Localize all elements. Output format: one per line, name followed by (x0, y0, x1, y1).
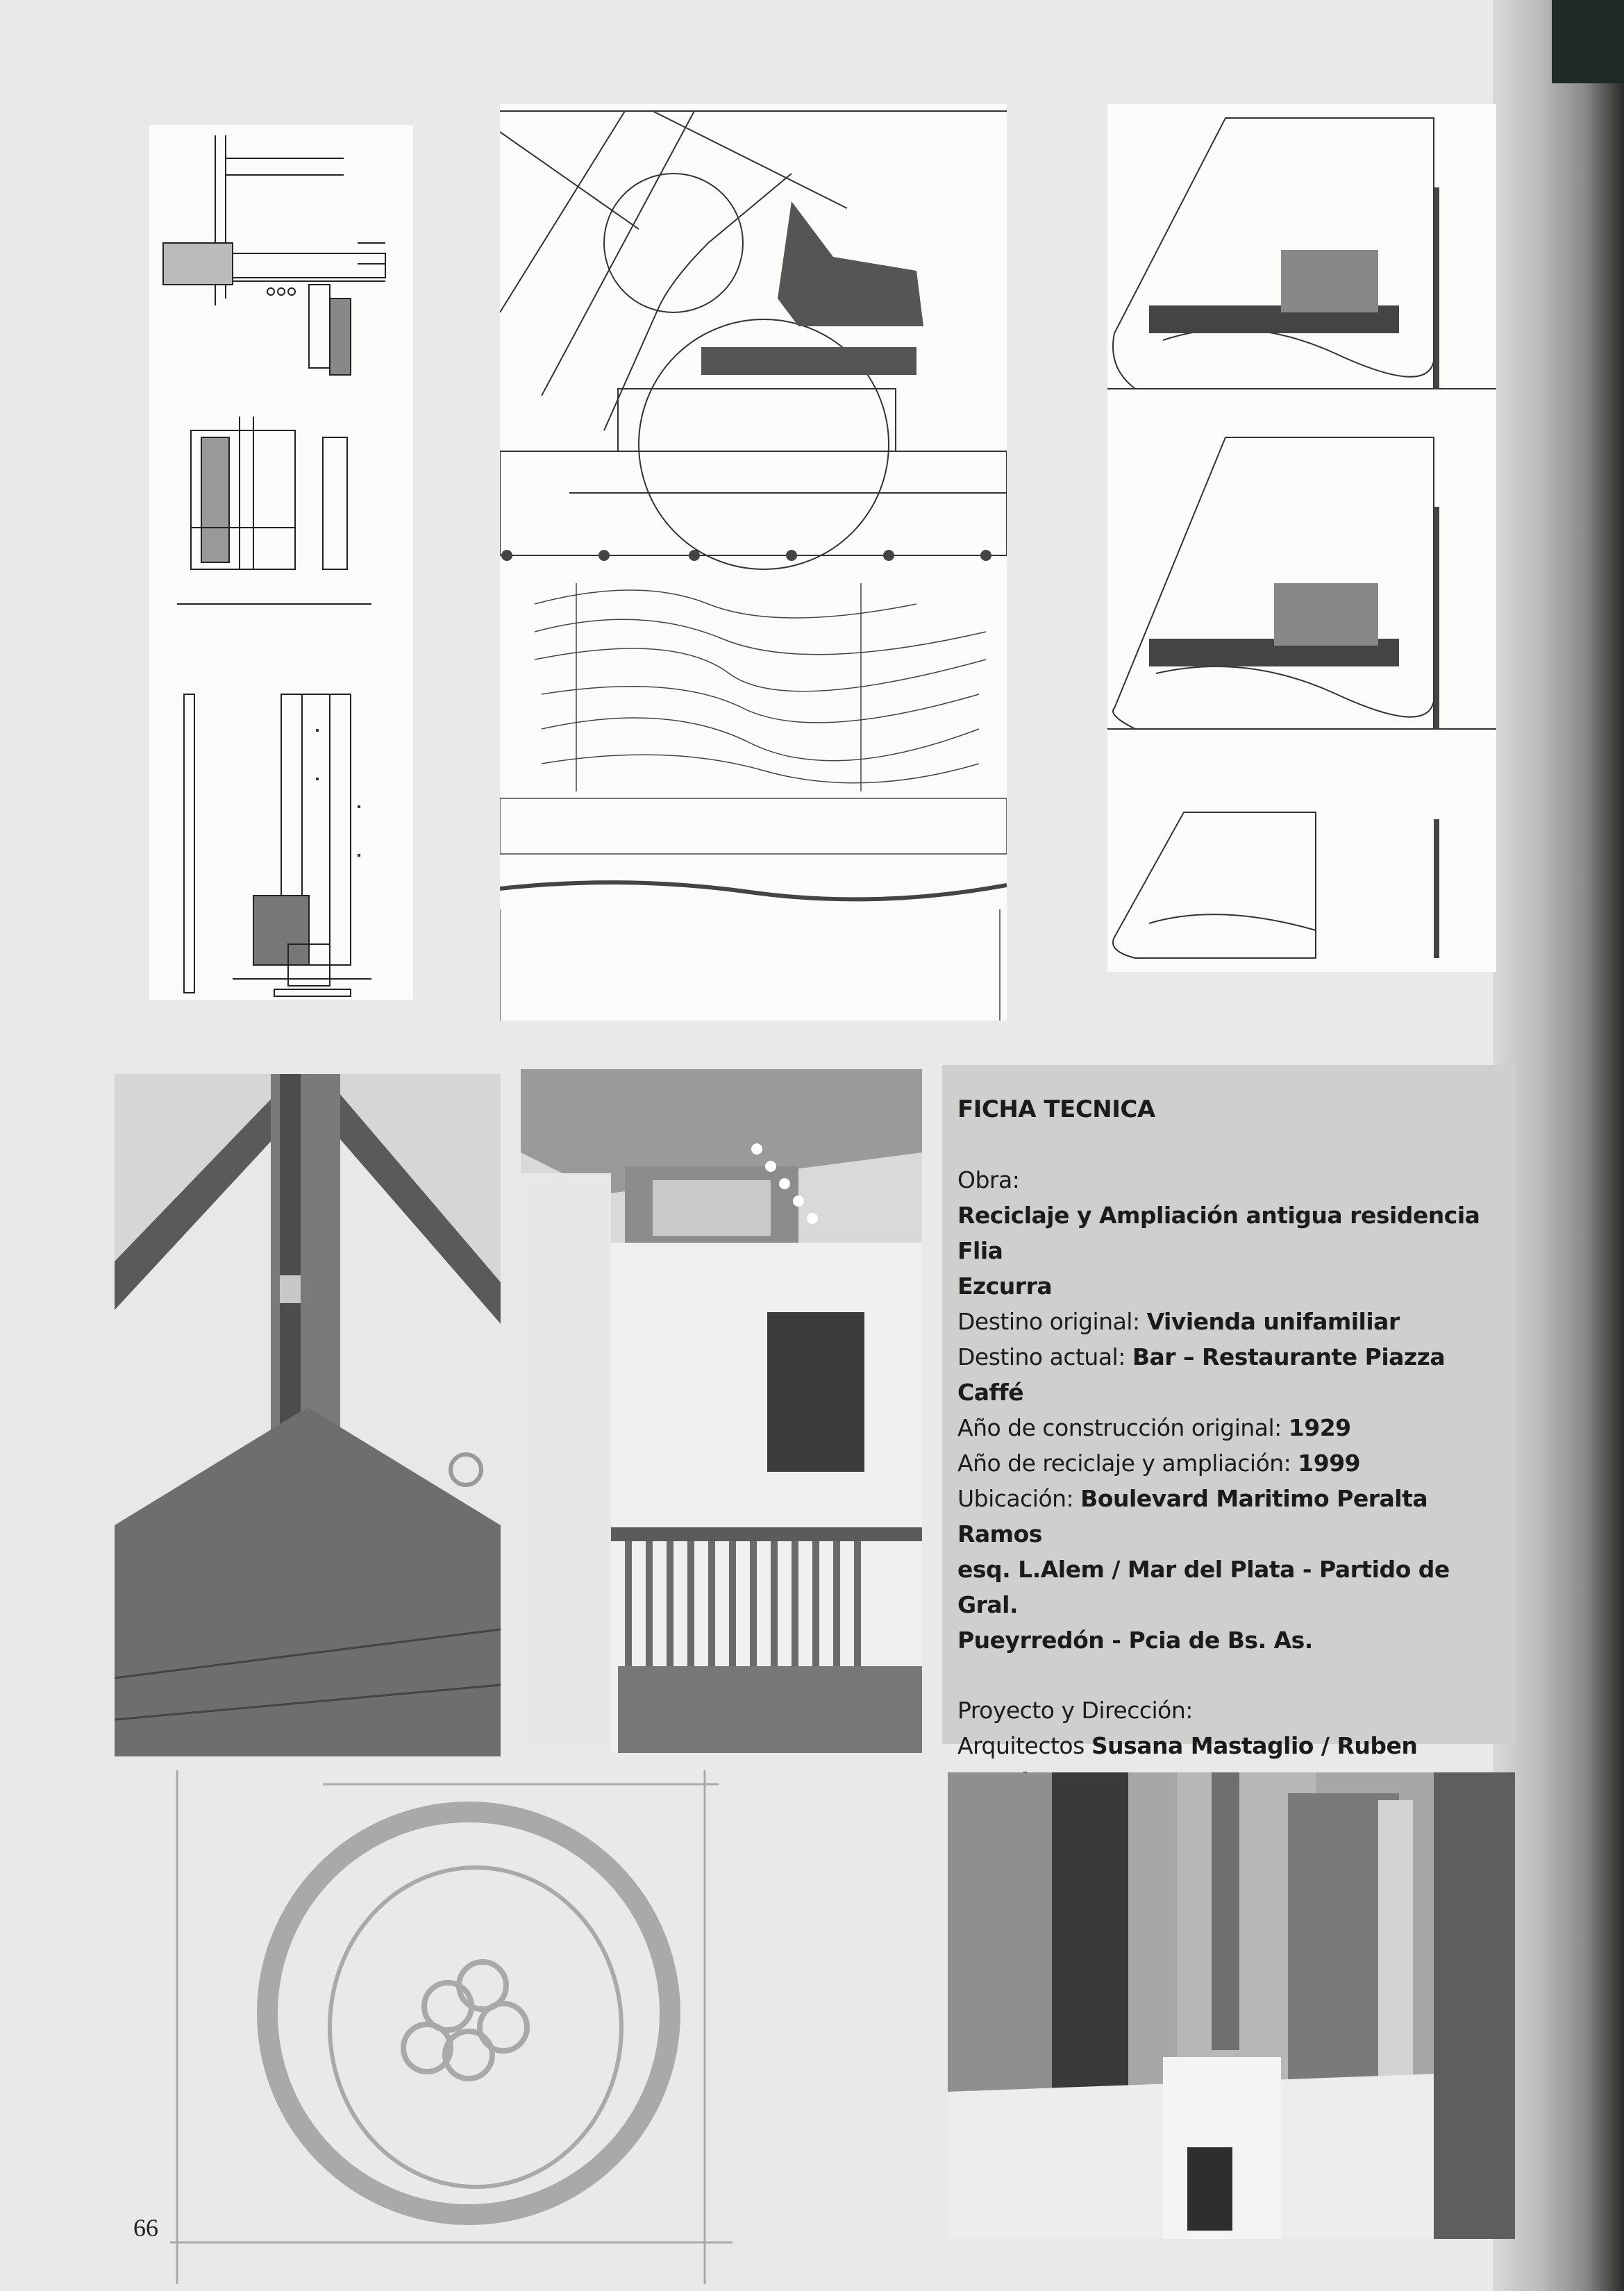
interior-corridor-photo (948, 1772, 1515, 2239)
ubicacion-value-line1: Boulevard Maritimo Peralta Ramos (957, 1485, 1428, 1547)
obra-value-line1: Reciclaje y Ampliación antigua residencia Flia (957, 1202, 1480, 1264)
destino-actual-label: Destino actual: (957, 1343, 1125, 1370)
ficha-title: FICHA TECNICA (957, 1096, 1155, 1123)
anio-reciclaje-label: Año de reciclaje y ampliación: (957, 1450, 1291, 1477)
circular-sketch-drawing (149, 1756, 927, 2284)
anio-construccion-value: 1929 (1288, 1414, 1351, 1441)
page-number: 66 (133, 2214, 158, 2242)
proyecto-label: Proyecto y Dirección: (957, 1697, 1193, 1724)
obra-label: Obra: (957, 1166, 1020, 1193)
ubicacion-row (957, 1481, 1490, 1552)
destino-original-value: Vivienda unifamiliar (1146, 1308, 1400, 1335)
floor-plan-drawings (1107, 104, 1496, 972)
construction-detail-drawings (149, 125, 413, 1000)
interior-stair-photo (521, 1069, 922, 1753)
technical-data-sheet (942, 1065, 1515, 1759)
ubicacion-value-line2: esq. L.Alem / Mar del Plata - Partido de Gral. (957, 1556, 1450, 1618)
anio-reciclaje-row (957, 1445, 1490, 1481)
anio-construccion-row (957, 1410, 1490, 1445)
site-plan-drawing (500, 104, 1007, 1021)
ubicacion-value-line3: Pueyrredón - Pcia de Bs. As. (957, 1627, 1313, 1654)
destino-original-row (957, 1304, 1490, 1339)
destino-actual-row (957, 1339, 1490, 1410)
obra-value-line2: Ezcurra (957, 1273, 1053, 1300)
destino-actual-value: Bar – Restaurante Piazza Caffé (957, 1343, 1446, 1406)
adjacent-page-edge (1552, 0, 1624, 83)
anio-construccion-label: Año de construcción original: (957, 1414, 1282, 1441)
destino-original-label: Destino original: (957, 1308, 1140, 1335)
arquitectos-value: Susana Mastaglio / Ruben (1091, 1732, 1418, 1759)
arquitectos-label: Arquitectos (957, 1732, 1085, 1759)
timber-roof-truss-photo (115, 1074, 501, 1756)
ubicacion-label: Ubicación: (957, 1485, 1074, 1512)
anio-reciclaje-value: 1999 (1298, 1450, 1361, 1477)
